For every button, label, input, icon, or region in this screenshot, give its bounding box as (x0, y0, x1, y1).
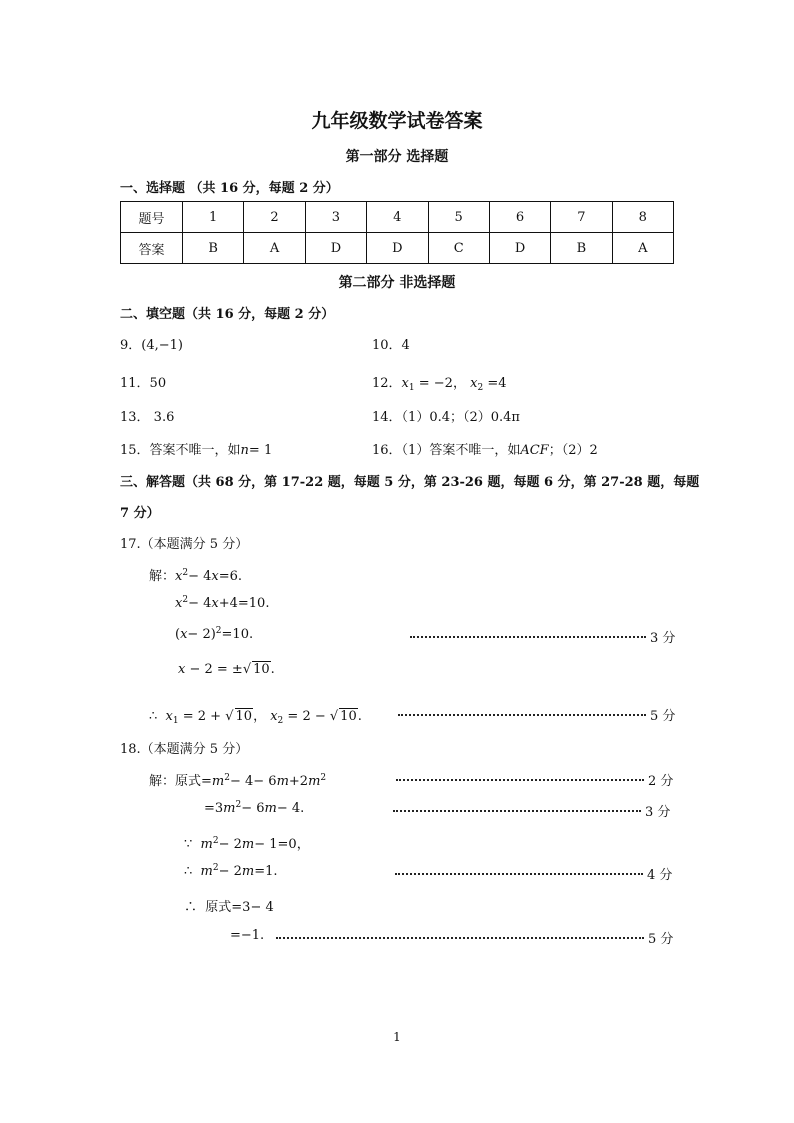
page-number: 1 (393, 1030, 401, 1044)
answer-cell: A (612, 233, 673, 264)
answer-q16 (372, 439, 598, 458)
q12-number: 12． (372, 376, 402, 391)
q18-step-3: ∵ $m^2- 2m- 1=0$， (184, 836, 310, 852)
part-one-heading: 第一部分 选择题 (345, 149, 449, 165)
q15-text: 15．答案不唯一，如 (120, 443, 241, 458)
q18-score-1: 2 分 (648, 774, 674, 789)
q18-solve-label: 解：原式= (149, 774, 212, 789)
q15-equation: = 1 (248, 443, 273, 458)
q18-score-3: 4 分 (647, 868, 673, 883)
q17-step-1: 解：$x^2- 4x=6$. (149, 568, 243, 584)
table-row (121, 202, 674, 233)
q17-step-3: $(x- 2)^2=10$. (175, 626, 254, 642)
row-label: 题号 (121, 202, 183, 233)
q18-step-4: ∴ $m^2- 2m=1$. (184, 863, 278, 879)
q12-equation-one: = −2， (418, 376, 466, 391)
table-row (121, 233, 674, 264)
question-number: 5 (428, 202, 489, 233)
q18-step-5 (184, 896, 274, 915)
answer-q14: 14．（1）0.4；（2）0.4π (372, 410, 520, 425)
q18-score-4: 5 分 (648, 932, 674, 947)
q17-step-4: x − 2 = ±√ 10. (178, 662, 275, 677)
answer-q10: 10．4 (372, 338, 410, 353)
answer-q13: 13． 3.6 (120, 410, 175, 425)
q18-result-label: 原式=3− 4 (205, 900, 274, 915)
answer-cell: C (428, 233, 489, 264)
answer-q9: 9．(4,−1) (120, 338, 183, 353)
question-number: 7 (551, 202, 612, 233)
section-fill-in-heading: 二、填空题（共 16 分，每题 2 分） (120, 307, 335, 322)
dotted-leader (396, 779, 644, 781)
q12-equation-two: =4 (487, 376, 507, 391)
q16-text-end: ；（2）2 (548, 443, 598, 458)
question-number: 1 (183, 202, 244, 233)
dotted-leader (276, 937, 644, 939)
q16-variable: ACF (520, 443, 549, 458)
dotted-leader (393, 810, 641, 812)
question-number: 8 (612, 202, 673, 233)
q17-step-2: $x^2- 4x+4=10$. (175, 595, 270, 611)
section-solutions-heading-cont: 7 分） (120, 506, 160, 521)
answer-cell: D (305, 233, 366, 264)
dotted-leader (398, 714, 646, 716)
q16-text: 16．（1）答案不唯一，如 (372, 443, 521, 458)
answer-cell: B (183, 233, 244, 264)
answer-q11: 11．50 (120, 376, 167, 391)
page-title: 九年级数学试卷答案 (311, 110, 483, 132)
dotted-leader (410, 636, 646, 638)
q17-score-2: 5 分 (650, 709, 676, 724)
q17-score-1: 3 分 (650, 631, 676, 646)
question-number: 3 (305, 202, 366, 233)
q18-final: =−1. (230, 928, 265, 943)
because-symbol: ∵ (184, 837, 193, 852)
q17-header: 17.（本题满分 5 分） (120, 537, 249, 552)
q18-step-1: 解：原式$=m^2- 4- 6m+2m^2$ (149, 773, 327, 789)
answer-cell: A (244, 233, 305, 264)
q18-score-2: 3 分 (645, 805, 671, 820)
row-label: 答案 (121, 233, 183, 264)
section-solutions-heading: 三、解答题（共 68 分，第 17-22 题，每题 5 分，第 23-26 题，每题 6 分，第 27-28 题，每题 (120, 475, 700, 490)
section-multiple-choice-heading: 一、选择题 （共 16 分，每题 2 分） (120, 181, 339, 196)
answer-cell: D (489, 233, 550, 264)
q17-step-5: ∴ $x_1 = 2$ + √ 10， $x_2 = 2$ − √ 10. (149, 709, 362, 726)
part-two-heading: 第二部分 非选择题 (338, 275, 456, 291)
question-number: 4 (367, 202, 428, 233)
answer-table (120, 201, 674, 264)
therefore-symbol: ∴ (184, 900, 198, 915)
answer-q12: 12．$x_1 = -2$， $x_2 =4$ (372, 376, 507, 393)
question-number: 2 (244, 202, 305, 233)
q18-step-2: $=3m^2- 6m- 4$. (204, 800, 305, 816)
question-number: 6 (489, 202, 550, 233)
answer-cell: B (551, 233, 612, 264)
therefore-symbol: ∴ (149, 709, 158, 724)
dotted-leader (395, 873, 643, 875)
q18-header: 18.（本题满分 5 分） (120, 742, 249, 757)
answer-cell: D (367, 233, 428, 264)
answer-q15: 15．答案不唯一，如n= 1 (120, 443, 273, 458)
q17-solve-label: 解： (149, 569, 176, 584)
therefore-symbol: ∴ (184, 864, 193, 879)
